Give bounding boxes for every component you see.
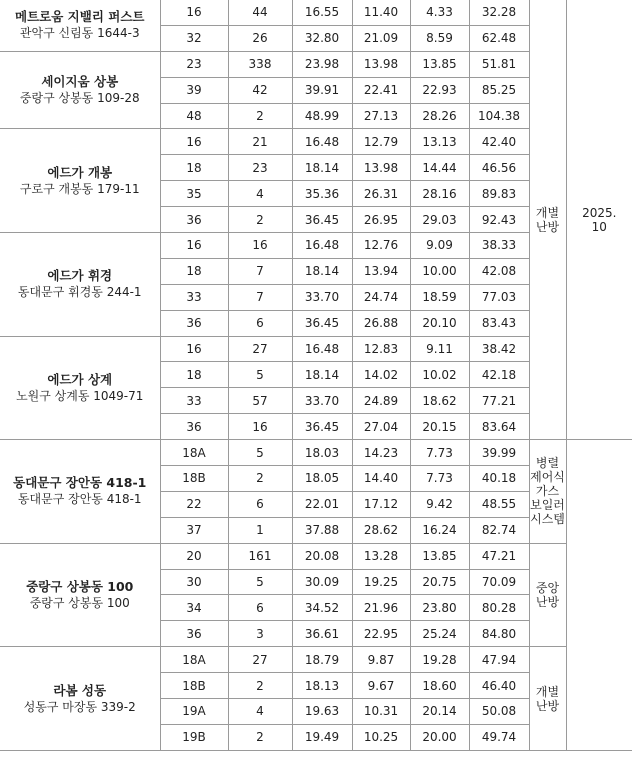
table-row	[0, 647, 632, 673]
unit-type-cell: 23	[160, 51, 228, 77]
other-area-cell: 20.75	[410, 569, 469, 595]
other-area-cell: 20.14	[410, 699, 469, 725]
household-count-cell: 2	[228, 466, 292, 492]
exclusive-area-cell: 16.48	[292, 233, 352, 259]
household-count-cell: 42	[228, 77, 292, 103]
exclusive-area-cell: 37.88	[292, 517, 352, 543]
exclusive-area-cell: 22.01	[292, 491, 352, 517]
common-area-cell: 13.98	[352, 155, 410, 181]
site-name-cell	[0, 543, 160, 647]
total-area-cell: 46.40	[469, 673, 529, 699]
other-area-cell: 19.28	[410, 647, 469, 673]
household-count-cell: 16	[228, 233, 292, 259]
common-area-cell: 12.79	[352, 129, 410, 155]
heating-type-text: 난방	[535, 219, 560, 234]
heating-type-text: 개별	[535, 205, 560, 220]
common-area-cell: 22.41	[352, 77, 410, 103]
site-address: 동대문구 휘경동 244-1	[17, 285, 142, 300]
household-count-cell: 2	[228, 103, 292, 129]
common-area-cell: 17.12	[352, 491, 410, 517]
total-area-cell: 46.56	[469, 155, 529, 181]
heating-type-text: 보일러	[530, 498, 565, 513]
common-area-cell: 12.76	[352, 233, 410, 259]
heating-type-cell	[529, 543, 566, 647]
unit-type-cell: 30	[160, 569, 228, 595]
heating-type-cell	[529, 440, 566, 544]
move-in-date-cell	[566, 0, 632, 440]
site-name: 에드가 상계	[47, 371, 113, 387]
exclusive-area-cell: 18.14	[292, 258, 352, 284]
unit-type-cell: 34	[160, 595, 228, 621]
common-area-cell: 19.25	[352, 569, 410, 595]
exclusive-area-cell: 33.70	[292, 284, 352, 310]
exclusive-area-cell: 35.36	[292, 181, 352, 207]
common-area-cell: 9.87	[352, 647, 410, 673]
other-area-cell: 16.24	[410, 517, 469, 543]
common-area-cell: 14.02	[352, 362, 410, 388]
other-area-cell: 13.13	[410, 129, 469, 155]
site-name-cell	[0, 647, 160, 751]
common-area-cell: 10.25	[352, 724, 410, 750]
exclusive-area-cell: 19.49	[292, 724, 352, 750]
common-area-cell: 24.74	[352, 284, 410, 310]
table-row	[0, 0, 632, 25]
site-name: 메트로움 지밸리 퍼스트	[15, 9, 145, 25]
total-area-cell: 77.03	[469, 284, 529, 310]
site-name-cell	[0, 233, 160, 337]
site-address: 중랑구 상봉동 100	[29, 595, 130, 610]
unit-type-cell: 19B	[160, 724, 228, 750]
total-area-cell: 82.74	[469, 517, 529, 543]
exclusive-area-cell: 18.14	[292, 362, 352, 388]
total-area-cell: 83.43	[469, 310, 529, 336]
heating-type-cell	[529, 647, 566, 751]
common-area-cell: 28.62	[352, 517, 410, 543]
total-area-cell: 32.28	[469, 0, 529, 25]
site-name: 중랑구 상봉동 100	[26, 578, 134, 594]
total-area-cell: 70.09	[469, 569, 529, 595]
other-area-cell: 28.16	[410, 181, 469, 207]
household-count-cell: 26	[228, 25, 292, 51]
unit-type-cell: 36	[160, 310, 228, 336]
unit-type-cell: 33	[160, 284, 228, 310]
unit-type-cell: 32	[160, 25, 228, 51]
unit-type-cell: 19A	[160, 699, 228, 725]
unit-type-cell: 16	[160, 233, 228, 259]
exclusive-area-cell: 18.03	[292, 440, 352, 466]
household-count-cell: 2	[228, 207, 292, 233]
household-count-cell: 7	[228, 284, 292, 310]
exclusive-area-cell: 33.70	[292, 388, 352, 414]
total-area-cell: 48.55	[469, 491, 529, 517]
other-area-cell: 18.60	[410, 673, 469, 699]
total-area-cell: 49.74	[469, 724, 529, 750]
other-area-cell: 20.15	[410, 414, 469, 440]
unit-type-cell: 22	[160, 491, 228, 517]
exclusive-area-cell: 18.79	[292, 647, 352, 673]
unit-type-cell: 18A	[160, 440, 228, 466]
site-address: 노원구 상계동 1049-71	[16, 388, 144, 403]
exclusive-area-cell: 16.48	[292, 129, 352, 155]
household-count-cell: 2	[228, 673, 292, 699]
common-area-cell: 14.40	[352, 466, 410, 492]
unit-type-cell: 36	[160, 621, 228, 647]
household-count-cell: 27	[228, 647, 292, 673]
total-area-cell: 85.25	[469, 77, 529, 103]
site-address: 관악구 신림동 1644-3	[19, 26, 140, 41]
other-area-cell: 18.59	[410, 284, 469, 310]
total-area-cell: 84.80	[469, 621, 529, 647]
site-name-cell	[0, 51, 160, 129]
site-address: 성동구 마장동 339-2	[23, 699, 136, 714]
move-in-date-text: 10	[591, 219, 607, 234]
household-count-cell: 5	[228, 362, 292, 388]
exclusive-area-cell: 32.80	[292, 25, 352, 51]
exclusive-area-cell: 20.08	[292, 543, 352, 569]
total-area-cell: 47.94	[469, 647, 529, 673]
site-address: 동대문구 장안동 418-1	[17, 492, 142, 507]
heating-type-text: 난방	[535, 698, 560, 713]
exclusive-area-cell: 48.99	[292, 103, 352, 129]
common-area-cell: 27.04	[352, 414, 410, 440]
household-count-cell: 3	[228, 621, 292, 647]
total-area-cell: 38.42	[469, 336, 529, 362]
exclusive-area-cell: 23.98	[292, 51, 352, 77]
other-area-cell: 20.00	[410, 724, 469, 750]
other-area-cell: 8.59	[410, 25, 469, 51]
other-area-cell: 10.02	[410, 362, 469, 388]
site-name: 라봄 성동	[53, 682, 107, 698]
site-name: 에드가 개봉	[47, 164, 113, 180]
unit-type-cell: 18	[160, 155, 228, 181]
unit-type-cell: 33	[160, 388, 228, 414]
household-count-cell: 338	[228, 51, 292, 77]
household-count-cell: 16	[228, 414, 292, 440]
common-area-cell: 24.89	[352, 388, 410, 414]
heating-type-cell	[529, 0, 566, 440]
other-area-cell: 25.24	[410, 621, 469, 647]
site-name-cell	[0, 129, 160, 233]
total-area-cell: 83.64	[469, 414, 529, 440]
common-area-cell: 13.98	[352, 51, 410, 77]
unit-type-cell: 18A	[160, 647, 228, 673]
total-area-cell: 42.18	[469, 362, 529, 388]
exclusive-area-cell: 39.91	[292, 77, 352, 103]
common-area-cell: 14.23	[352, 440, 410, 466]
other-area-cell: 29.03	[410, 207, 469, 233]
household-count-cell: 2	[228, 724, 292, 750]
exclusive-area-cell: 36.45	[292, 310, 352, 336]
other-area-cell: 14.44	[410, 155, 469, 181]
site-name-cell	[0, 0, 160, 51]
other-area-cell: 9.09	[410, 233, 469, 259]
total-area-cell: 42.40	[469, 129, 529, 155]
household-count-cell: 4	[228, 699, 292, 725]
move-in-date-text: 2025.	[582, 205, 617, 220]
household-count-cell: 5	[228, 569, 292, 595]
table-row	[0, 543, 632, 569]
total-area-cell: 62.48	[469, 25, 529, 51]
site-name-cell	[0, 336, 160, 440]
common-area-cell: 12.83	[352, 336, 410, 362]
exclusive-area-cell: 30.09	[292, 569, 352, 595]
household-count-cell: 1	[228, 517, 292, 543]
common-area-cell: 22.95	[352, 621, 410, 647]
site-name: 에드가 휘경	[47, 268, 113, 284]
exclusive-area-cell: 18.14	[292, 155, 352, 181]
exclusive-area-cell: 16.55	[292, 0, 352, 25]
unit-type-cell: 18	[160, 258, 228, 284]
unit-type-cell: 18B	[160, 466, 228, 492]
exclusive-area-cell: 36.61	[292, 621, 352, 647]
total-area-cell: 89.83	[469, 181, 529, 207]
heating-type-text: 개별	[535, 684, 560, 699]
household-count-cell: 6	[228, 310, 292, 336]
unit-type-cell: 35	[160, 181, 228, 207]
site-address: 구로구 개봉동 179-11	[19, 181, 140, 196]
common-area-cell: 26.88	[352, 310, 410, 336]
unit-type-cell: 20	[160, 543, 228, 569]
site-name-cell	[0, 440, 160, 544]
unit-type-cell: 36	[160, 207, 228, 233]
household-count-cell: 7	[228, 258, 292, 284]
site-address: 중랑구 상봉동 109-28	[19, 91, 140, 106]
unit-type-cell: 48	[160, 103, 228, 129]
site-name: 세이지움 상봉	[41, 74, 119, 90]
total-area-cell: 92.43	[469, 207, 529, 233]
total-area-cell: 50.08	[469, 699, 529, 725]
heating-type-text: 병렬	[535, 456, 560, 471]
household-count-cell: 4	[228, 181, 292, 207]
household-count-cell: 6	[228, 491, 292, 517]
household-count-cell: 6	[228, 595, 292, 621]
household-count-cell: 27	[228, 336, 292, 362]
other-area-cell: 28.26	[410, 103, 469, 129]
household-count-cell: 5	[228, 440, 292, 466]
common-area-cell: 11.40	[352, 0, 410, 25]
exclusive-area-cell: 16.48	[292, 336, 352, 362]
total-area-cell: 51.81	[469, 51, 529, 77]
unit-type-cell: 39	[160, 77, 228, 103]
exclusive-area-cell: 18.05	[292, 466, 352, 492]
other-area-cell: 4.33	[410, 0, 469, 25]
site-name: 동대문구 장안동 418-1	[13, 475, 147, 491]
unit-type-cell: 18	[160, 362, 228, 388]
move-in-date-cell	[566, 440, 632, 751]
unit-type-cell: 18B	[160, 673, 228, 699]
other-area-cell: 23.80	[410, 595, 469, 621]
total-area-cell: 80.28	[469, 595, 529, 621]
household-count-cell: 21	[228, 129, 292, 155]
other-area-cell: 9.42	[410, 491, 469, 517]
common-area-cell: 9.67	[352, 673, 410, 699]
other-area-cell: 10.00	[410, 258, 469, 284]
total-area-cell: 42.08	[469, 258, 529, 284]
exclusive-area-cell: 18.13	[292, 673, 352, 699]
common-area-cell: 13.94	[352, 258, 410, 284]
heating-type-text: 가스	[535, 484, 560, 499]
other-area-cell: 9.11	[410, 336, 469, 362]
household-count-cell: 57	[228, 388, 292, 414]
common-area-cell: 27.13	[352, 103, 410, 129]
household-count-cell: 44	[228, 0, 292, 25]
total-area-cell: 40.18	[469, 466, 529, 492]
unit-type-cell: 36	[160, 414, 228, 440]
exclusive-area-cell: 36.45	[292, 207, 352, 233]
common-area-cell: 26.31	[352, 181, 410, 207]
heating-type-text: 중앙	[535, 580, 560, 595]
heating-type-text: 난방	[535, 594, 560, 609]
other-area-cell: 22.93	[410, 77, 469, 103]
other-area-cell: 13.85	[410, 51, 469, 77]
total-area-cell: 39.99	[469, 440, 529, 466]
heating-type-text: 제어식	[530, 470, 565, 485]
total-area-cell: 38.33	[469, 233, 529, 259]
unit-type-cell: 16	[160, 0, 228, 25]
unit-type-cell: 16	[160, 336, 228, 362]
common-area-cell: 13.28	[352, 543, 410, 569]
total-area-cell: 77.21	[469, 388, 529, 414]
table-row	[0, 440, 632, 466]
common-area-cell: 21.96	[352, 595, 410, 621]
exclusive-area-cell: 19.63	[292, 699, 352, 725]
unit-type-cell: 37	[160, 517, 228, 543]
common-area-cell: 10.31	[352, 699, 410, 725]
household-count-cell: 161	[228, 543, 292, 569]
total-area-cell: 47.21	[469, 543, 529, 569]
heating-type-text: 시스템	[530, 512, 565, 527]
household-count-cell: 23	[228, 155, 292, 181]
common-area-cell: 26.95	[352, 207, 410, 233]
other-area-cell: 13.85	[410, 543, 469, 569]
unit-type-cell: 16	[160, 129, 228, 155]
common-area-cell: 21.09	[352, 25, 410, 51]
other-area-cell: 7.73	[410, 466, 469, 492]
total-area-cell: 104.38	[469, 103, 529, 129]
other-area-cell: 18.62	[410, 388, 469, 414]
exclusive-area-cell: 34.52	[292, 595, 352, 621]
exclusive-area-cell: 36.45	[292, 414, 352, 440]
other-area-cell: 7.73	[410, 440, 469, 466]
other-area-cell: 20.10	[410, 310, 469, 336]
